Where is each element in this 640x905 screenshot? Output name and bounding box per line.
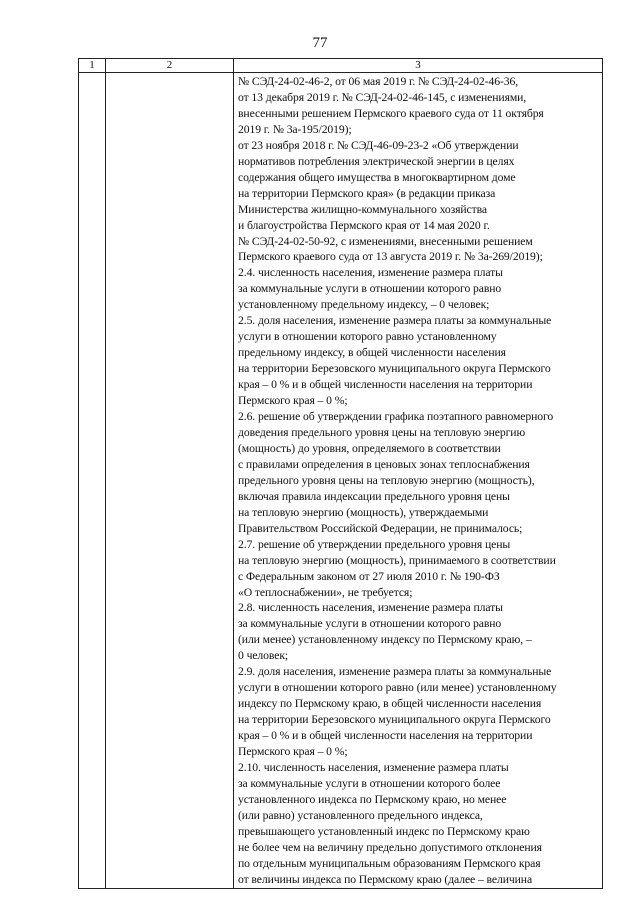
text-line: от величины индекса по Пермскому краю (далее – величина [238, 872, 533, 886]
column-header-2: 2 [106, 59, 234, 73]
text-line: услуги в отношении которого равно установленному [238, 330, 497, 344]
column-3-cell [234, 73, 603, 889]
text-line: установленному предельному индексу, – 0 человек; [238, 298, 490, 312]
text-line: за коммунальные услуги в отношении которого равно [238, 617, 502, 631]
text-line: № СЭД-24-02-50-92, с изменениями, внесенными решением [238, 234, 533, 248]
text-line: услуги в отношении которого равно (или менее) установленному [238, 681, 557, 695]
text-line: включая правила индексации предельного уровня цены [238, 489, 510, 503]
text-line: (или равно) установленного предельного индекса, [238, 808, 483, 822]
text-line: за коммунальные услуги в отношении которого равно [238, 282, 502, 296]
text-line: 2019 г. № 3а-195/2019); [238, 122, 352, 136]
column-1-cell [79, 73, 106, 889]
text-line: содержания общего имущества в многоквартирном доме [238, 170, 516, 184]
text-line: края – 0 % и в общей численности населения на территории [238, 378, 533, 392]
text-line: края – 0 % и в общей численности населения на территории [238, 729, 533, 743]
text-line: № СЭД-24-02-46-2, от 06 мая 2019 г. № СЭД-24-02-46-36, [238, 75, 519, 88]
text-line: 2.9. доля населения, изменение размера платы за коммунальные [238, 665, 552, 679]
text-line: Министерства жилищно-коммунального хозяйства [238, 202, 488, 216]
text-line: на территории Березовского муниципального округа Пермского [238, 362, 551, 376]
text-line: (или менее) установленному индексу по Пермскому краю, – [238, 633, 532, 647]
document-table [78, 58, 603, 889]
column-header-3: 3 [234, 59, 603, 73]
text-line: индексу по Пермскому краю, в общей численности населения [238, 697, 542, 711]
text-line: 2.8. численность населения, изменение размера платы [238, 601, 503, 615]
text-line: за коммунальные услуги в отношении которого более [238, 776, 501, 790]
text-line: на тепловую энергию (мощность), утверждаемыми [238, 505, 489, 519]
text-line: от 23 ноября 2018 г. № СЭД-46-09-23-2 «Об утверждении [238, 138, 519, 152]
text-line: на территории Пермского края» (в редакции приказа [238, 186, 496, 200]
text-line: превышающего установленный индекс по Пермскому краю [238, 824, 530, 838]
text-line: 0 человек; [238, 649, 289, 663]
text-line: нормативов потребления электрической энергии в целях [238, 154, 515, 168]
table-header-row [79, 59, 603, 73]
text-line: 2.7. решение об утверждении предельного уровня цены [238, 537, 511, 551]
text-line: Пермского краевого суда от 13 августа 2019 г. № 3а-269/2019); [238, 250, 543, 264]
column-2-cell [106, 73, 234, 889]
text-line: (мощность) до уровня, определяемого в соответствии [238, 441, 501, 455]
text-line: 2.4. численность населения, изменение размера платы [238, 266, 503, 280]
text-line: по отдельным муниципальным образованиям Пермского края [238, 856, 541, 870]
text-line: 2.6. решение об утверждении графика поэтапного равномерного [238, 410, 554, 424]
text-line: от 13 декабря 2019 г. № СЭД-24-02-46-145, с изменениями, [238, 90, 527, 104]
text-line: предельному индексу, в общей численности населения [238, 346, 506, 360]
text-line: предельного уровня цены на тепловую энергию (мощность), [238, 473, 535, 487]
text-line: «О теплоснабжении», не требуется; [238, 585, 413, 599]
text-line: внесенными решением Пермского краевого суда от 11 октября [238, 106, 544, 120]
content-text [238, 74, 600, 888]
text-line: на территории Березовского муниципального округа Пермского [238, 713, 551, 727]
text-line: установленного индекса по Пермскому краю, но менее [238, 792, 507, 806]
page-number: 77 [312, 35, 328, 51]
text-line: с Федеральным законом от 27 июля 2010 г. № 190-ФЗ [238, 569, 500, 583]
text-line: Правительством Российской Федерации, не принималось; [238, 521, 523, 535]
text-line: на тепловую энергию (мощность), принимаемого в соответствии [238, 553, 556, 567]
column-header-1: 1 [79, 59, 106, 73]
text-line: не более чем на величину предельно допустимого отклонения [238, 840, 542, 854]
text-line: с правилами определения в ценовых зонах теплоснабжения [238, 457, 530, 471]
text-line: доведения предельного уровня цены на тепловую энергию [238, 425, 526, 439]
text-line: 2.10. численность населения, изменение размера платы [238, 760, 509, 774]
text-line: Пермского края – 0 %; [238, 394, 348, 408]
text-line: Пермского края – 0 %; [238, 745, 348, 759]
table-body-row [79, 73, 603, 889]
text-line: и благоустройства Пермского края от 14 мая 2020 г. [238, 218, 490, 232]
text-line: 2.5. доля населения, изменение размера платы за коммунальные [238, 314, 552, 328]
